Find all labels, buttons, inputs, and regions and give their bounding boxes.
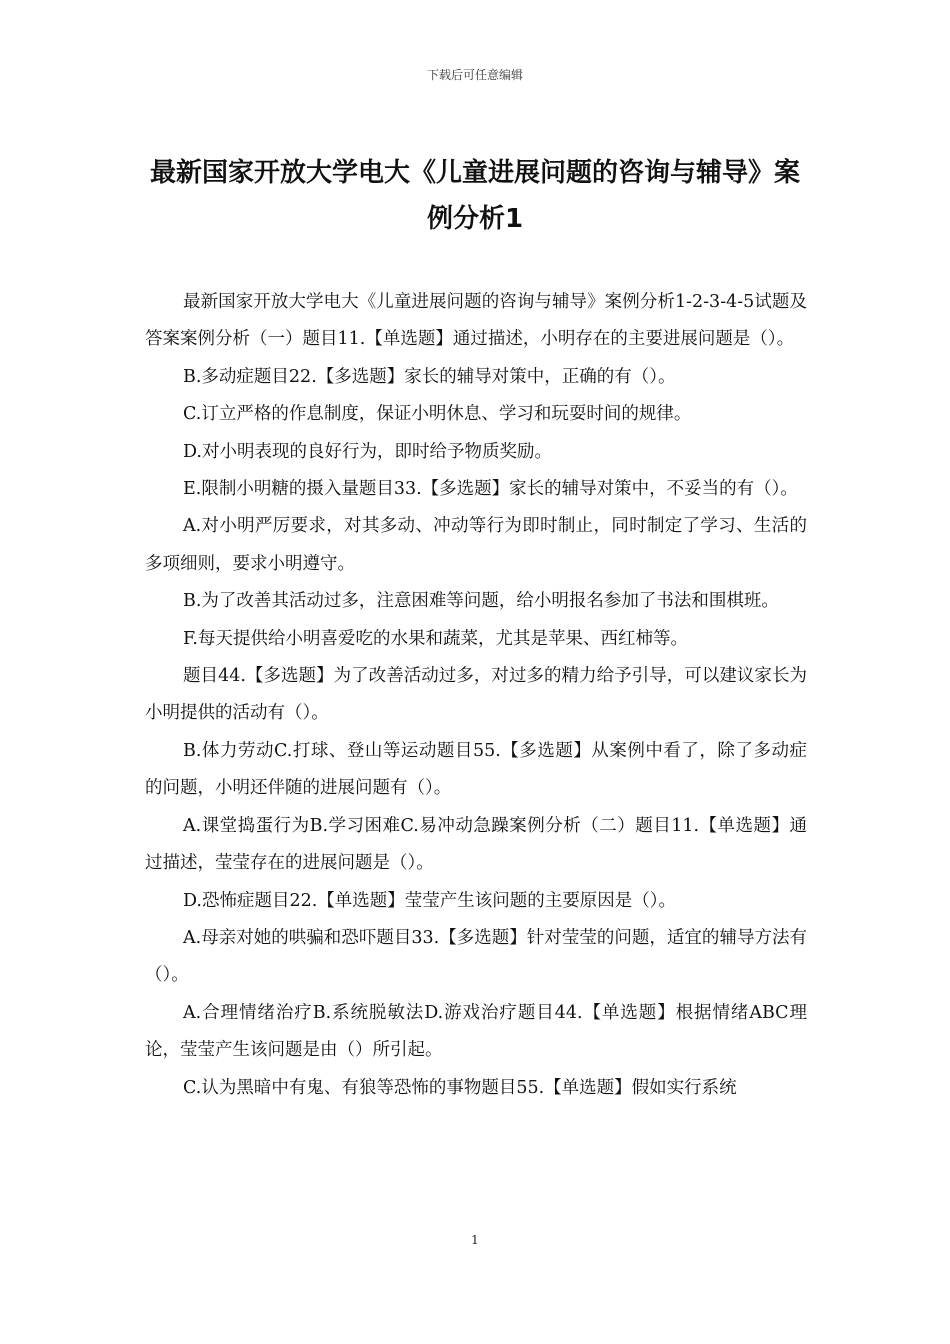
- paragraph: 最新国家开放大学电大《儿童进展问题的咨询与辅导》案例分析1-2-3-4-5试题及答案案例分析（一）题目11.【单选题】通过描述，小明存在的主要进展问题是（）。: [145, 292, 807, 350]
- paragraph: D.对小明表现的良好行为，即时给予物质奖励。: [183, 441, 552, 462]
- paragraph: D.恐怖症题目22.【单选题】莹莹产生该问题的主要原因是（）。: [183, 890, 677, 911]
- paragraph: C.认为黑暗中有鬼、有狼等恐怖的事物题目55.【单选题】假如实行系统: [183, 1077, 737, 1098]
- paragraph: B.多动症题目22.【多选题】家长的辅导对策中，正确的有（）。: [183, 366, 676, 387]
- paragraph: C.订立严格的作息制度，保证小明休息、学习和玩耍时间的规律。: [183, 404, 692, 425]
- paragraph: E.限制小明糖的摄入量题目33.【多选题】家长的辅导对策中，不妥当的有（）。: [183, 479, 798, 500]
- paragraph: A.课堂捣蛋行为B.学习困难C.易冲动急躁案例分析（二）题目11.【单选题】通过描述，莹莹存在的进展问题是（）。: [145, 815, 807, 874]
- page-number: 1: [471, 1233, 479, 1247]
- paragraph: A.母亲对她的哄骗和恐吓题目33.【多选题】针对莹莹的问题，适宜的辅导方法有（）。: [145, 927, 807, 986]
- document-title: 最新国家开放大学电大《儿童进展问题的咨询与辅导》案例分析1: [149, 158, 800, 234]
- paragraph: B.体力劳动C.打球、登山等运动题目55.【多选题】从案例中看了，除了多动症的问题，小明还伴随的进展问题有（）。: [145, 740, 807, 799]
- paragraph: 题目44.【多选题】为了改善活动过多，对过多的精力给予引导，可以建议家长为小明提供的活动有（）。: [145, 666, 807, 724]
- header-note: 下载后可任意编辑: [426, 68, 523, 82]
- paragraph: A.合理情绪治疗B.系统脱敏法D.游戏治疗题目44.【单选题】根据情绪ABC理论，莹莹产生该问题是由（）所引起。: [145, 1002, 807, 1061]
- paragraph: B.为了改善其活动过多，注意困难等问题，给小明报名参加了书法和围棋班。: [183, 591, 779, 612]
- paragraph: A.对小明严厉要求，对其多动、冲动等行为即时制止，同时制定了学习、生活的多项细则，要求小明遵守。: [145, 516, 807, 574]
- document-body: [145, 284, 807, 1107]
- paragraph: F.每天提供给小明喜爱吃的水果和蔬菜，尤其是苹果、西红柿等。: [183, 628, 688, 649]
